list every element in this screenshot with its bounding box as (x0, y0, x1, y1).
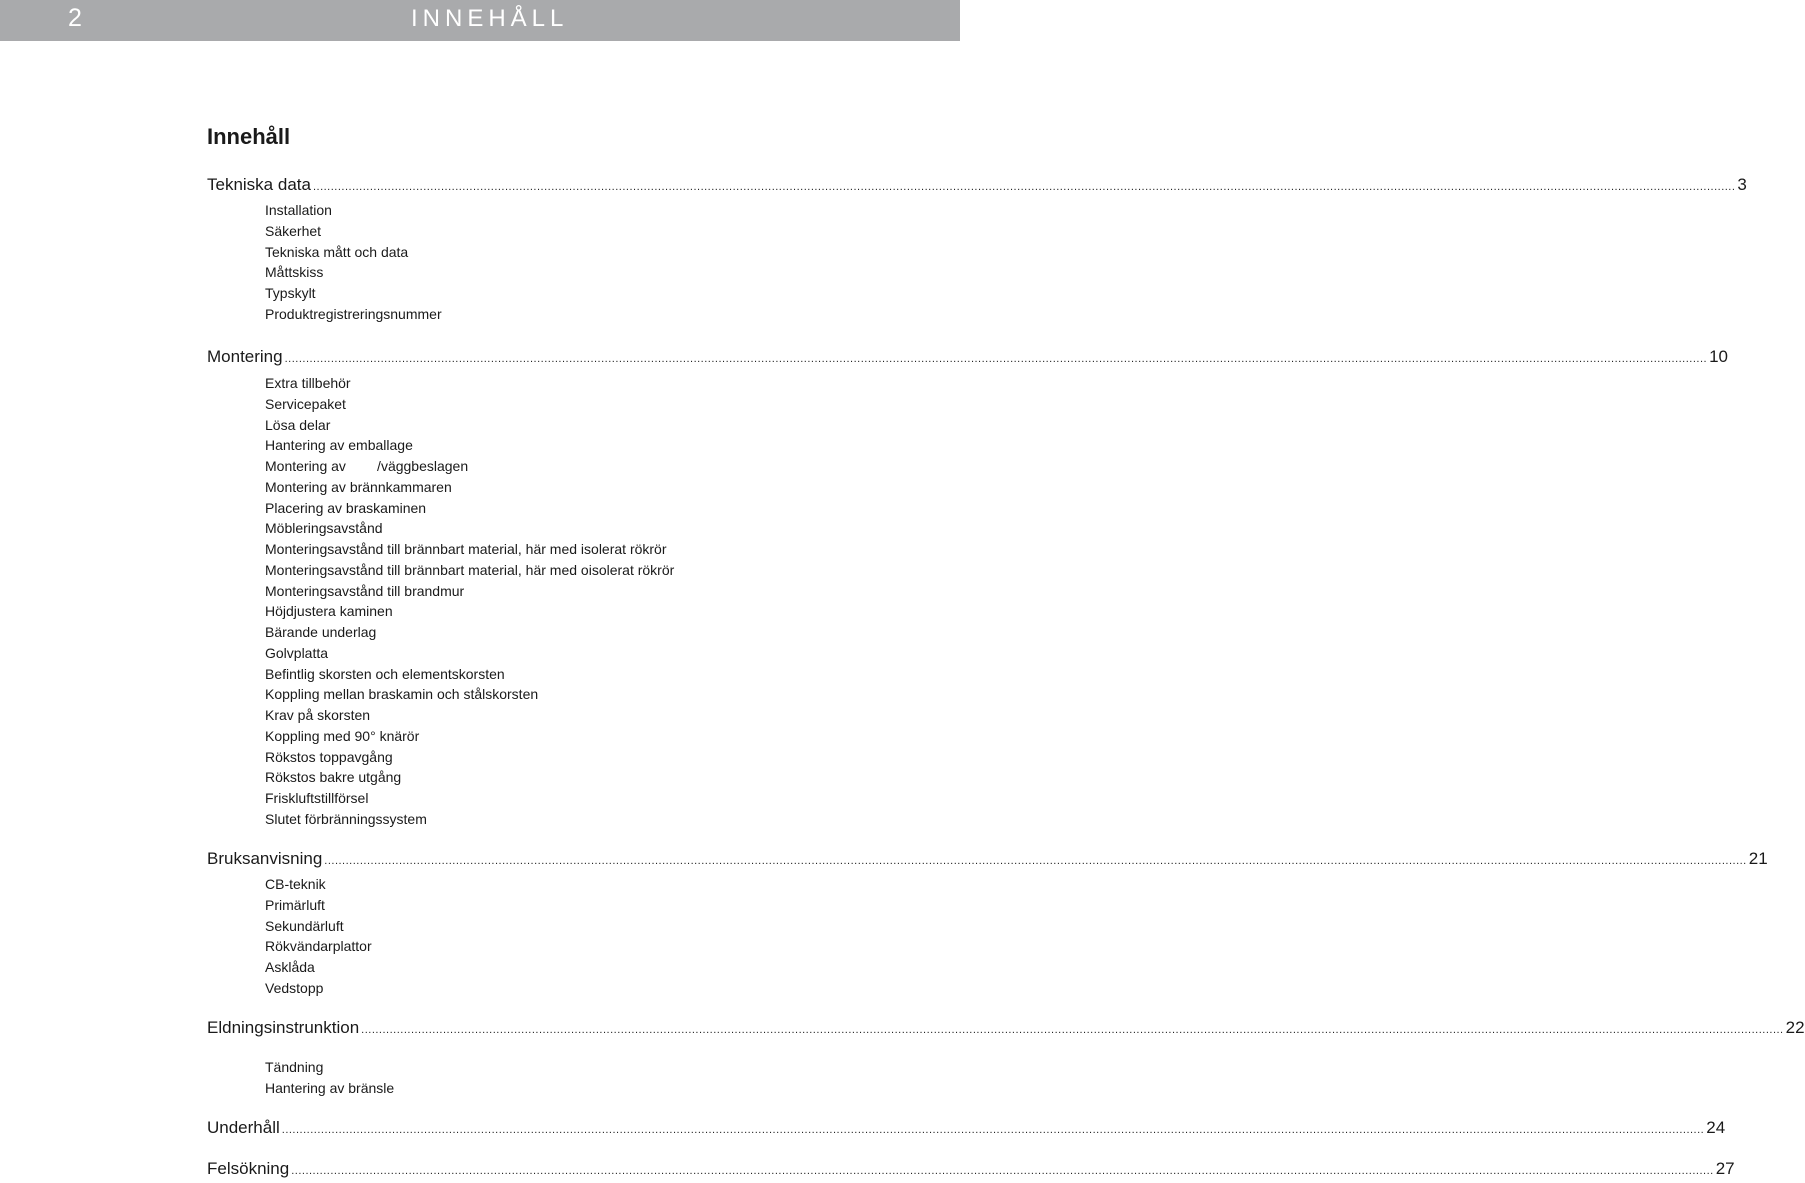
subsection-item: Koppling mellan braskamin och stålskorsten (265, 686, 539, 703)
dot-leader: ................................................................................................................................................................................................................................................................................................................................................................................................................ (324, 855, 1747, 867)
toc-section-entry (207, 1116, 1726, 1140)
subsection-item: Bärande underlag (265, 624, 377, 640)
subsection-list (265, 373, 674, 830)
subsection-item: Asklåda (265, 959, 315, 975)
subsection-list (265, 874, 372, 999)
subsection-item: Höjdjustera kaminen (265, 603, 393, 620)
toc-section-entry (207, 1016, 1805, 1040)
subsection-item: Placering av braskaminen (265, 499, 427, 516)
subsection-item: Lösa delar (265, 416, 331, 433)
dot-leader: ................................................................................................................................................................................................................................................................................................................................................................................................................ (361, 1024, 1784, 1036)
subsection-item: Vedstopp (265, 979, 324, 996)
page-title: Innehåll (207, 124, 291, 149)
section-page-number: 24 (1706, 1118, 1726, 1137)
section-page-number: 21 (1748, 849, 1768, 868)
subsection-item: Monteringsavstånd till brännbart material, här med isolerat rökrör (265, 541, 667, 557)
header-bar (0, 0, 960, 41)
subsection-item: Hantering av bränsle (265, 1079, 395, 1096)
subsection-item: Installation (265, 202, 332, 218)
dot-leader: ................................................................................................................................................................................................................................................................................................................................................................................................................ (281, 1124, 1705, 1136)
subsection-item: Koppling med 90° knärör (265, 727, 420, 744)
subsection-item: Servicepaket (265, 395, 346, 412)
toc-section-entry (207, 1157, 1735, 1181)
subsection-item: CB-teknik (265, 876, 326, 892)
subsection-item: Rökstos bakre utgång (265, 769, 402, 786)
section-page-number: 27 (1715, 1159, 1735, 1178)
subsection-item: Hantering av emballage (265, 437, 413, 454)
section-page-number: 22 (1785, 1018, 1805, 1037)
dot-leader: ................................................................................................................................................................................................................................................................................................................................................................................................................ (291, 1165, 1714, 1177)
toc-section-entry (207, 173, 1747, 197)
subsection-list (265, 200, 442, 325)
section-title: Bruksanvisning (207, 849, 323, 868)
section-title: Felsökning (207, 1159, 290, 1178)
section-page-number: 3 (1737, 175, 1747, 194)
section-title: Montering (207, 347, 283, 366)
dot-leader: ................................................................................................................................................................................................................................................................................................................................................................................................................ (284, 353, 1708, 365)
header-title: INNEHÅLL (411, 5, 569, 32)
subsection-item: Rökvändarplattor (265, 938, 372, 955)
subsection-item: Typskylt (265, 285, 316, 301)
section-page-number: 10 (1709, 347, 1728, 366)
subsection-item: Slutet förbränningssystem (265, 810, 427, 827)
dot-leader: ................................................................................................................................................................................................................................................................................................................................................................................................................ (312, 181, 1736, 193)
subsection-item: Rökstos toppavgång (265, 748, 393, 765)
subsection-list (265, 1057, 394, 1099)
subsection-item: Tekniska mått och data (265, 243, 409, 260)
subsection-item: Måttskiss (265, 264, 324, 281)
subsection-item: Montering av /väggbeslagen (265, 458, 469, 474)
subsection-item: Primärluft (265, 896, 325, 913)
subsection-item: Sekundärluft (265, 917, 344, 934)
subsection-item: Montering av brännkammaren (265, 478, 452, 495)
subsection-item: Möbleringsavstånd (265, 520, 383, 537)
subsection-item: Monteringsavstånd till brännbart material, här med oisolerat rökrör (265, 561, 675, 578)
section-title: Eldningsinstrunktion (207, 1018, 360, 1037)
section-title: Tekniska data (207, 175, 311, 194)
subsection-item: Tändning (265, 1059, 324, 1075)
toc-section-entry (207, 847, 1768, 871)
subsection-item: Monteringsavstånd till brandmur (265, 582, 465, 599)
subsection-item: Friskluftstillförsel (265, 790, 369, 806)
section-title: Underhåll (207, 1118, 280, 1137)
subsection-item: Krav på skorsten (265, 707, 371, 723)
subsection-item: Produktregistreringsnummer (265, 305, 442, 322)
subsection-item: Extra tillbehör (265, 375, 351, 391)
page-number: 2 (68, 4, 82, 32)
subsection-item: Golvplatta (265, 644, 329, 661)
toc-section-entry (207, 345, 1728, 369)
subsection-item: Säkerhet (265, 222, 322, 239)
subsection-item: Befintlig skorsten och elementskorsten (265, 665, 505, 682)
